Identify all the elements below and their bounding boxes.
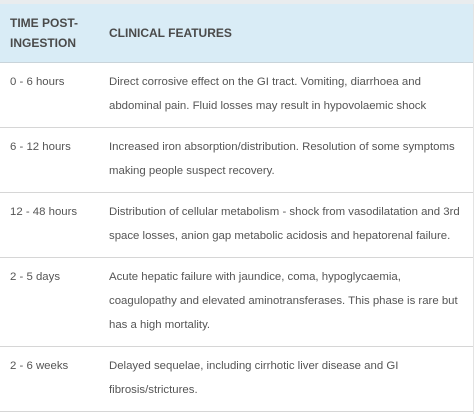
features-cell: Acute hepatic failure with jaundice, coma, hypoglycaemia, coagulopathy and elevated aminotransferases. This phase is rare but has a high mortality. <box>99 258 473 347</box>
time-cell: 6 - 12 hours <box>0 128 99 193</box>
time-cell: 2 - 6 weeks <box>0 347 99 412</box>
table-row <box>0 128 473 193</box>
table-body <box>0 63 473 412</box>
table-row <box>0 347 473 412</box>
features-cell: Direct corrosive effect on the GI tract. Vomiting, diarrhoea and abdominal pain. Fluid losses may result in hypovolaemic shock <box>99 63 473 128</box>
features-cell: Increased iron absorption/distribution. Resolution of some symptoms making people suspect recovery. <box>99 128 473 193</box>
header-time-post-ingestion: TIME POST-INGESTION <box>0 4 99 63</box>
header-row <box>0 4 473 63</box>
time-cell: 2 - 5 days <box>0 258 99 347</box>
features-cell: Delayed sequelae, including cirrhotic liver disease and GI fibrosis/strictures. <box>99 347 473 412</box>
time-cell: 12 - 48 hours <box>0 193 99 258</box>
table-row <box>0 258 473 347</box>
time-cell: 0 - 6 hours <box>0 63 99 128</box>
features-cell: Distribution of cellular metabolism - shock from vasodilatation and 3rd space losses, anion gap metabolic acidosis and hepatorenal failure. <box>99 193 473 258</box>
table-header <box>0 4 473 63</box>
table-row <box>0 63 473 128</box>
header-clinical-features: CLINICAL FEATURES <box>99 4 473 63</box>
table-row <box>0 193 473 258</box>
clinical-features-table <box>0 4 473 412</box>
